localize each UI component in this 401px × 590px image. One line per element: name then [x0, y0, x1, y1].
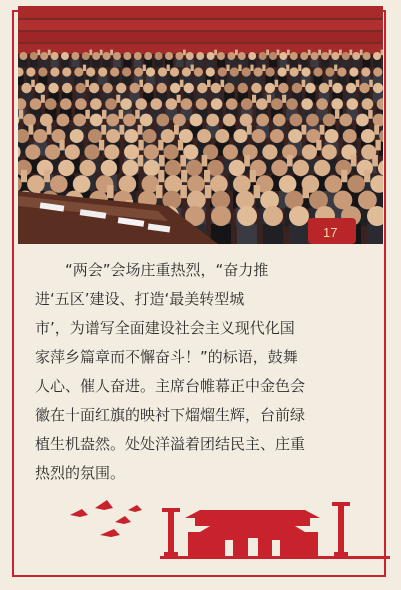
article-line: 植生机盎然。处处洋溢着团结民主、庄重: [35, 435, 306, 453]
back-seat-rows: [18, 6, 383, 54]
dove-birds-icon: [70, 500, 142, 537]
article-line: 进‘五区’建设、打造‘最美转型城: [35, 290, 245, 308]
tiananmen-gate-icon: [185, 510, 320, 558]
article-paragraph: [35, 256, 365, 488]
huabiao-pillar-icon: [162, 508, 180, 556]
meeting-hall-photo: [18, 6, 383, 244]
huabiao-pillar-icon: [332, 502, 350, 556]
article-line: 热烈的氛围。: [35, 464, 126, 482]
seat-with-number: [308, 218, 356, 244]
article-line: 市’，为谱写全面建设社会主义现代化国: [35, 319, 295, 337]
footer-decoration: [60, 480, 390, 560]
article-line: 家萍乡篇章而不懈奋斗！”的标语，鼓舞: [35, 348, 298, 366]
article-line: “两会”会场庄重热烈，“奋力推: [35, 261, 269, 279]
article-line: 徽在十面红旗的映衬下熘熘生辉，台前绿: [35, 406, 306, 424]
seat-number-label: 17: [323, 225, 338, 240]
article-line: 人心、催人奋进。主席台帷幕正中金色会: [35, 377, 306, 395]
